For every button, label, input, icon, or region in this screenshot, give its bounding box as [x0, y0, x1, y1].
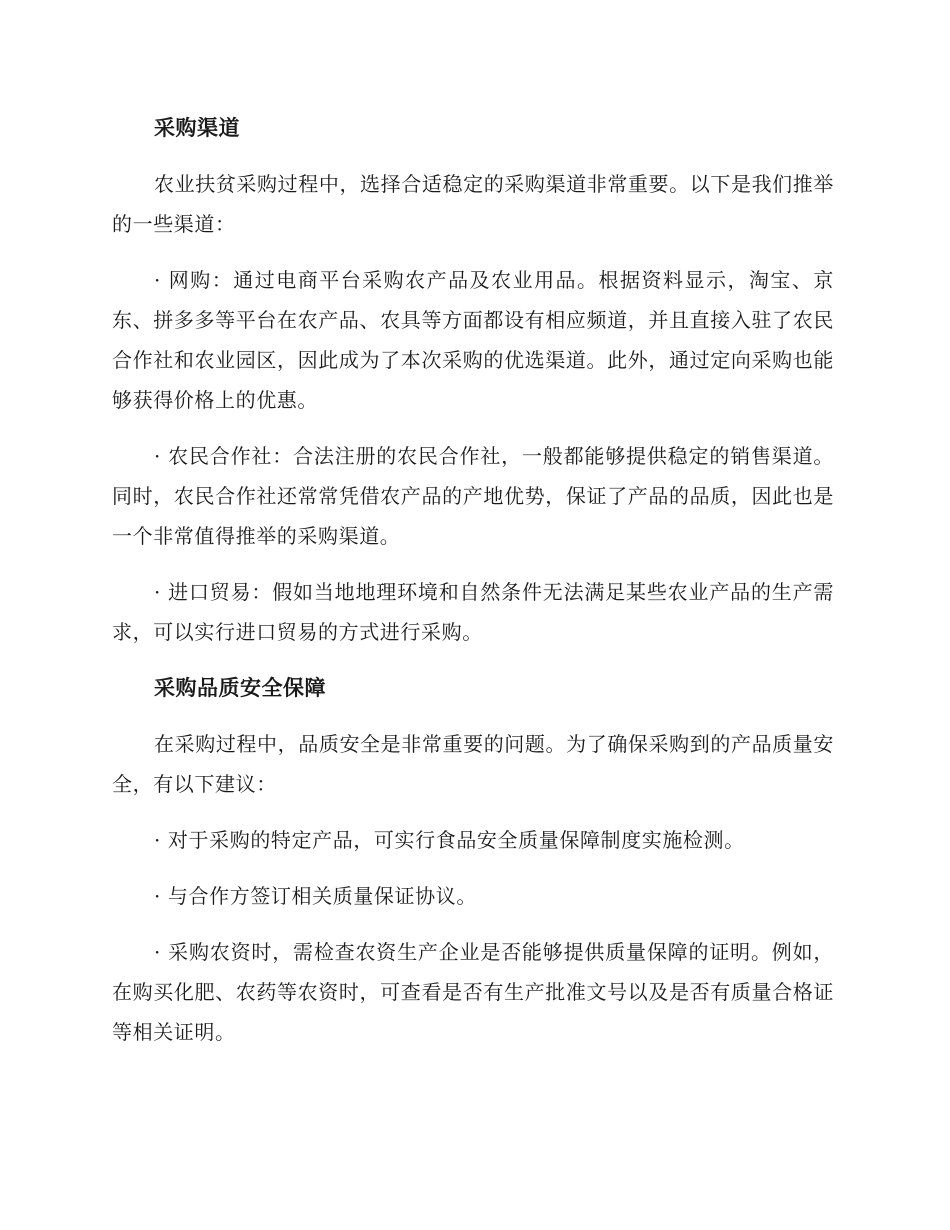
- bullet-item-online-shopping: · 网购：通过电商平台采购农产品及农业用品。根据资料显示，淘宝、京东、拼多多等平台在农产品、农具等方面都设有相应频道，并且直接入驻了农民合作社和农业园区，因此成为了本次采购的优选渠道。此外，通过定向采购也能够获得价格上的优惠。: [112, 268, 834, 412]
- section-heading-quality-safety: 采购品质安全保障: [154, 676, 326, 700]
- bullet-item-import-trade: · 进口贸易：假如当地地理环境和自然条件无法满足某些农业产品的生产需求，可以实行进口贸易的方式进行采购。: [112, 580, 834, 644]
- section-heading-procurement-channels: 采购渠道: [154, 116, 240, 140]
- paragraph: 农业扶贫采购过程中，选择合适稳定的采购渠道非常重要。以下是我们推举的一些渠道：: [112, 172, 834, 236]
- bullet-item-agricultural-supplies: · 采购农资时，需检查农资生产企业是否能够提供质量保障的证明。例如，在购买化肥、农药等农资时，可查看是否有生产批准文号以及是否有质量合格证等相关证明。: [112, 940, 834, 1044]
- paragraph: 在采购过程中，品质安全是非常重要的问题。为了确保采购到的产品质量安全，有以下建议：: [112, 732, 834, 796]
- bullet-item-farmer-cooperatives: · 农民合作社：合法注册的农民合作社，一般都能够提供稳定的销售渠道。同时，农民合作社还常常凭借农产品的产地优势，保证了产品的品质，因此也是一个非常值得推举的采购渠道。: [112, 444, 834, 548]
- bullet-item-inspection: · 对于采购的特定产品，可实行食品安全质量保障制度实施检测。: [154, 828, 745, 852]
- document-body: [112, 108, 834, 1068]
- bullet-item-quality-agreement: · 与合作方签订相关质量保证协议。: [154, 884, 477, 908]
